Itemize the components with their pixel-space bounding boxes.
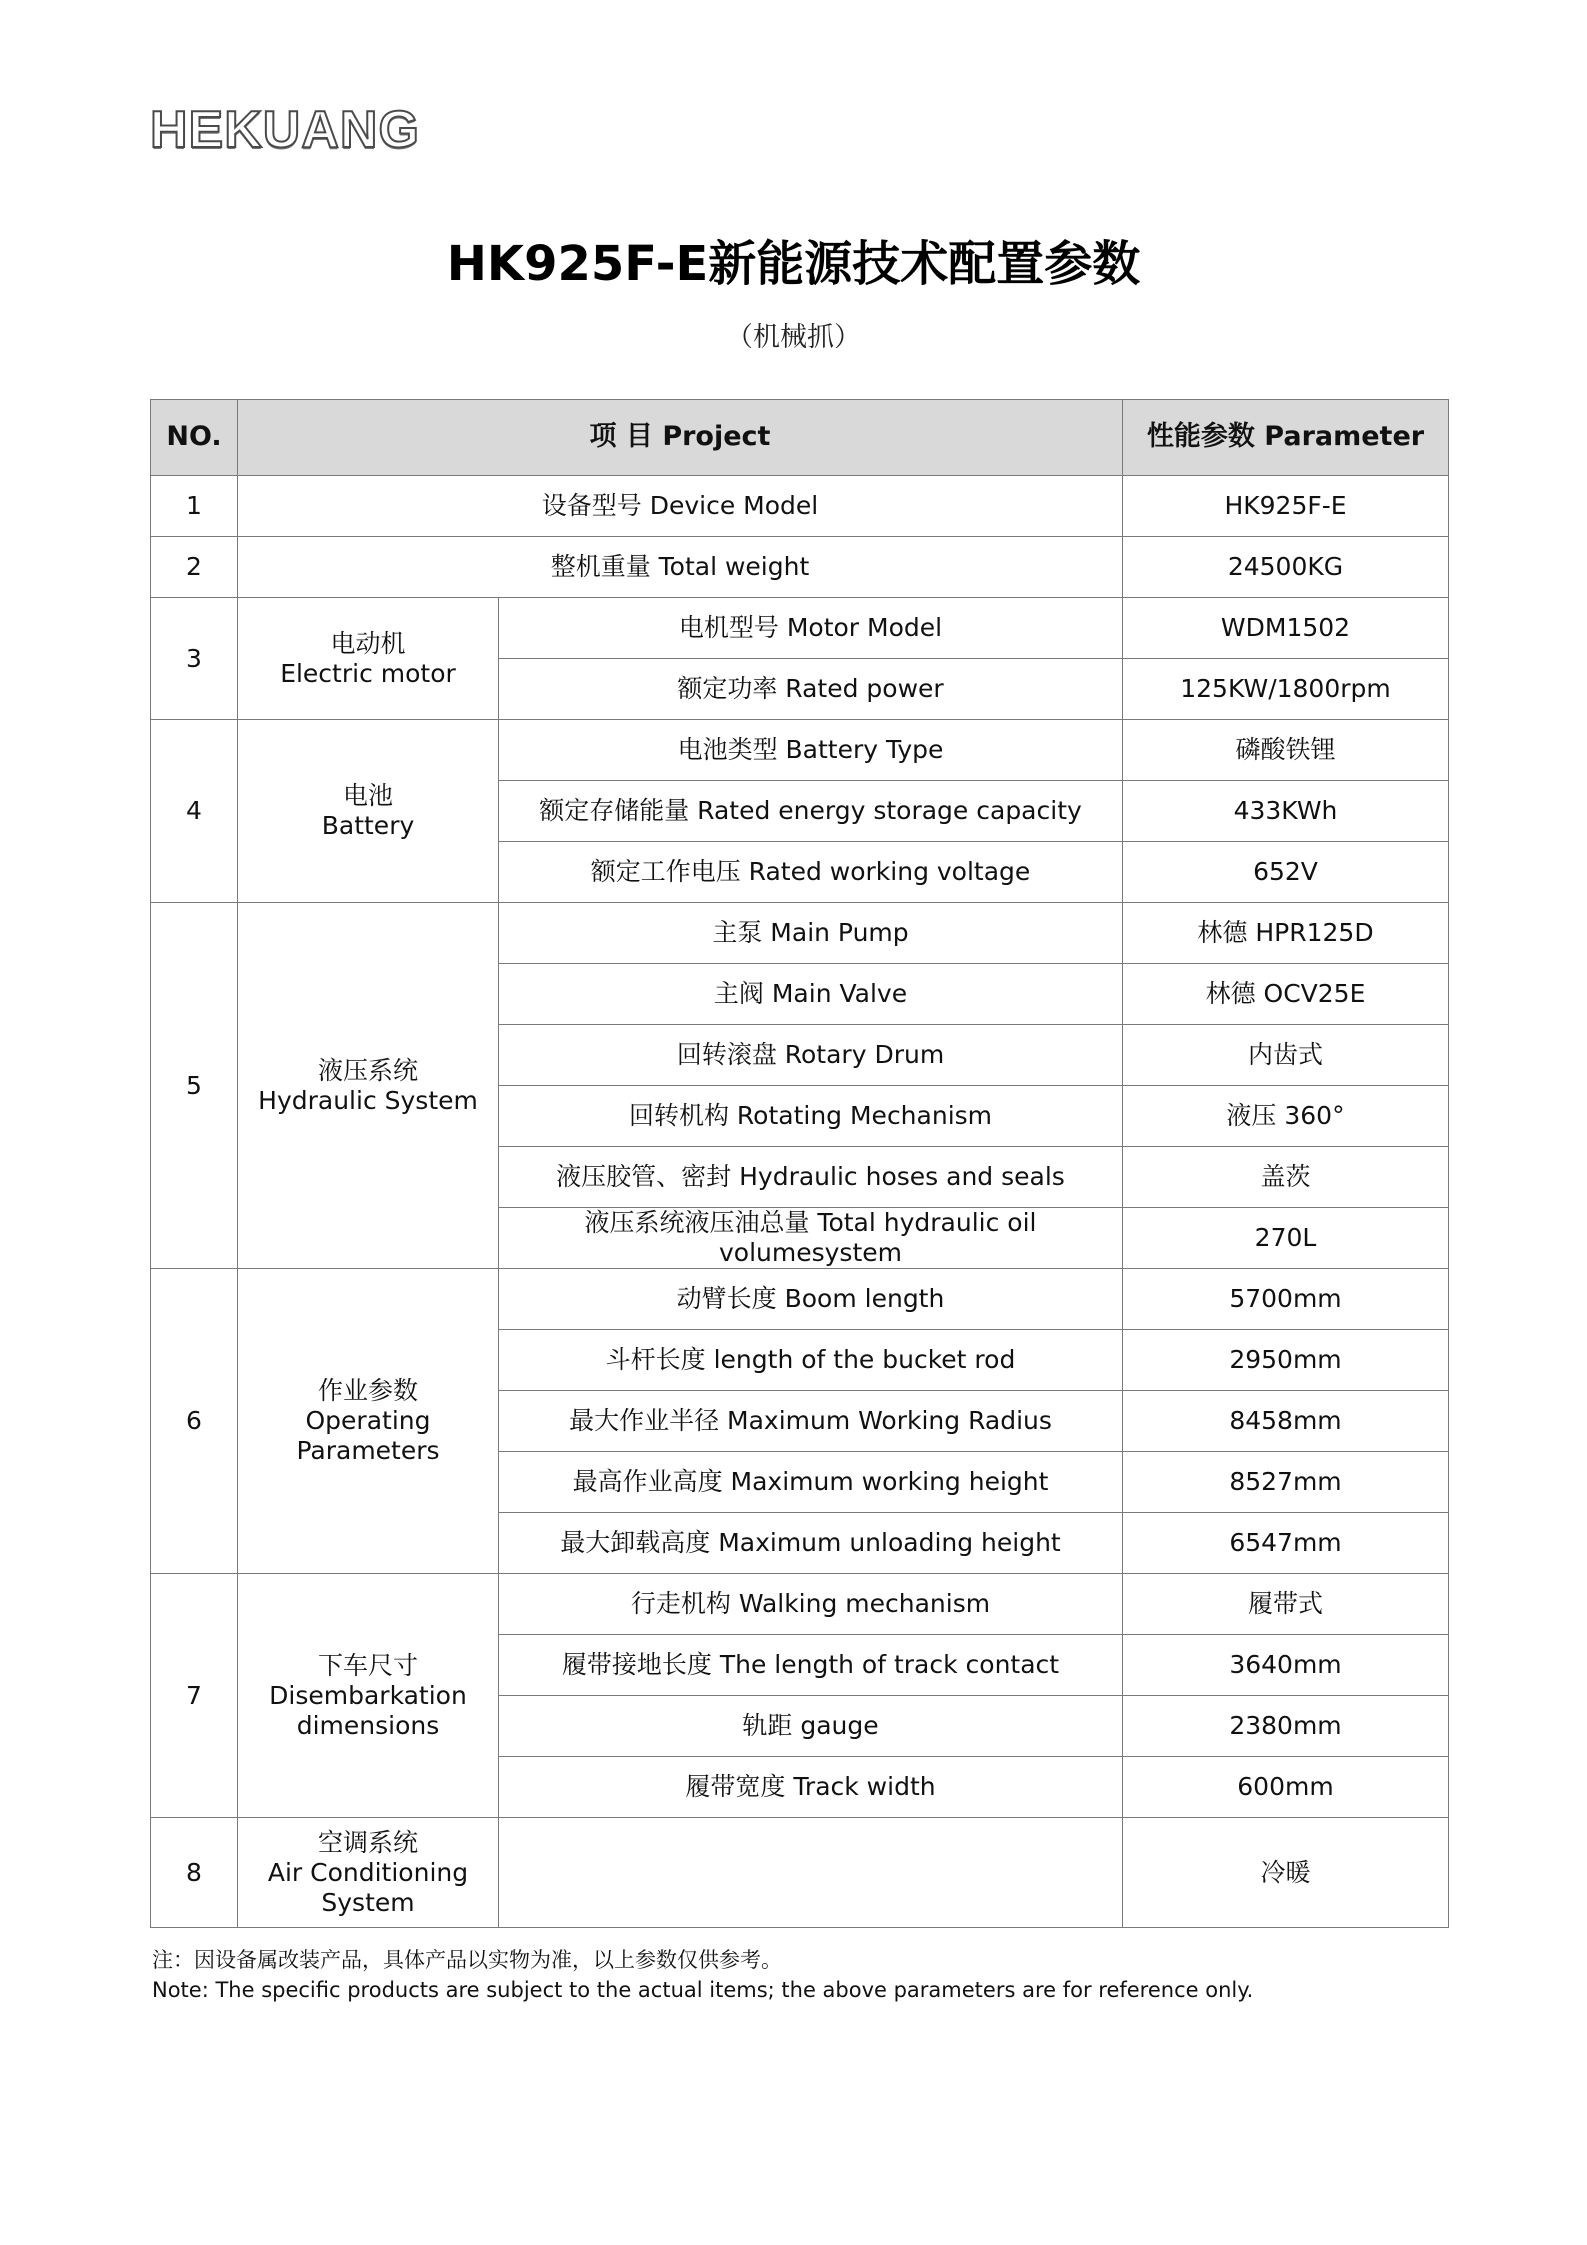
- item-name: 回转机构 Rotating Mechanism: [499, 1086, 1123, 1147]
- item-value: 内齿式: [1123, 1025, 1449, 1086]
- group-no: 6: [151, 1269, 238, 1574]
- item-name: 主泵 Main Pump: [499, 903, 1123, 964]
- category-cn: 下车尺寸: [317, 1650, 418, 1680]
- footnote-en: Note: The specific products are subject to the actual items; the above parameters are for reference only.: [152, 1978, 1254, 2003]
- item-name: 履带接地长度 The length of track contact: [499, 1635, 1123, 1696]
- item-value: 液压 360°: [1123, 1086, 1449, 1147]
- item-value: 林德 OCV25E: [1123, 964, 1449, 1025]
- table-header-row: [151, 400, 1449, 476]
- group-category: [238, 720, 499, 903]
- group-no: 4: [151, 720, 238, 903]
- item-name: 轨距 gauge: [499, 1696, 1123, 1757]
- item-name: 额定工作电压 Rated working voltage: [499, 842, 1123, 903]
- row-no: 1: [151, 476, 238, 537]
- group-category: [238, 1574, 499, 1818]
- table-row: [151, 598, 1449, 659]
- category-cn: 液压系统: [317, 1055, 418, 1085]
- row-value: HK925F-E: [1123, 476, 1449, 537]
- category-cn: 电动机: [330, 628, 406, 658]
- group-no: 8: [151, 1818, 238, 1928]
- item-value: 3640mm: [1123, 1635, 1449, 1696]
- header-project: 项 目 Project: [238, 400, 1123, 476]
- item-value: 2950mm: [1123, 1330, 1449, 1391]
- table-row: [151, 1269, 1449, 1330]
- item-value: 冷暖: [1123, 1818, 1449, 1928]
- category-en: Battery: [321, 811, 415, 840]
- header-no: NO.: [151, 400, 238, 476]
- item-value: 125KW/1800rpm: [1123, 659, 1449, 720]
- item-name: 额定功率 Rated power: [499, 659, 1123, 720]
- table-row: [151, 1574, 1449, 1635]
- footnote: [152, 1945, 1253, 2006]
- item-name: 电池类型 Battery Type: [499, 720, 1123, 781]
- item-name: 最大作业半径 Maximum Working Radius: [499, 1391, 1123, 1452]
- header-parameter: 性能参数 Parameter: [1123, 400, 1449, 476]
- category-en: Air Conditioning: [267, 1857, 469, 1887]
- item-value: WDM1502: [1123, 598, 1449, 659]
- category-en: dimensions: [296, 1710, 440, 1740]
- item-value: 林德 HPR125D: [1123, 903, 1449, 964]
- table-row: [151, 903, 1449, 964]
- category-en: Electric motor: [280, 658, 456, 688]
- page-title: HK925F-E新能源技术配置参数: [446, 236, 1141, 292]
- category-en: Operating: [305, 1406, 431, 1435]
- item-value: 履带式: [1123, 1574, 1449, 1635]
- item-name: 动臂长度 Boom length: [499, 1269, 1123, 1330]
- category-cn: 作业参数: [317, 1376, 418, 1405]
- item-value: 652V: [1123, 842, 1449, 903]
- item-value: 433KWh: [1123, 781, 1449, 842]
- group-category: [238, 1818, 499, 1928]
- group-category: [238, 1269, 499, 1574]
- item-name: 最高作业高度 Maximum working height: [499, 1452, 1123, 1513]
- page-subtitle: （机械抓）: [726, 322, 861, 353]
- item-value: 磷酸铁锂: [1123, 720, 1449, 781]
- group-no: 3: [151, 598, 238, 720]
- item-value: 6547mm: [1123, 1513, 1449, 1574]
- category-cn: 电池: [342, 781, 393, 810]
- item-value: 600mm: [1123, 1757, 1449, 1818]
- item-value: 盖茨: [1123, 1147, 1449, 1208]
- row-project: 设备型号 Device Model: [238, 476, 1123, 537]
- brand-logo: HEKUANG: [150, 101, 420, 159]
- table-row: [151, 476, 1449, 537]
- item-name: 回转滚盘 Rotary Drum: [499, 1025, 1123, 1086]
- item-name: 斗杆长度 length of the bucket rod: [499, 1330, 1123, 1391]
- item-name: 液压系统液压油总量 Total hydraulic oil volumesystem: [499, 1208, 1123, 1269]
- group-no: 5: [151, 903, 238, 1269]
- item-value: 8458mm: [1123, 1391, 1449, 1452]
- item-name: 履带宽度 Track width: [499, 1757, 1123, 1818]
- item-value: 2380mm: [1123, 1696, 1449, 1757]
- item-value: 8527mm: [1123, 1452, 1449, 1513]
- footnote-cn: 注：因设备属改装产品，具体产品以实物为准，以上参数仅供参考。: [152, 1948, 782, 1972]
- item-value: 270L: [1123, 1208, 1449, 1269]
- group-category: [238, 598, 499, 720]
- category-en: Disembarkation: [269, 1680, 467, 1710]
- item-name-empty: [499, 1818, 1123, 1928]
- table-row: [151, 720, 1449, 781]
- category-cn: 空调系统: [317, 1827, 418, 1857]
- category-en: Parameters: [296, 1436, 440, 1465]
- item-name: 电机型号 Motor Model: [499, 598, 1123, 659]
- row-project: 整机重量 Total weight: [238, 537, 1123, 598]
- table-row: [151, 1818, 1449, 1928]
- group-no: 7: [151, 1574, 238, 1818]
- item-name: 主阀 Main Valve: [499, 964, 1123, 1025]
- row-value: 24500KG: [1123, 537, 1449, 598]
- table-row: [151, 537, 1449, 598]
- item-name: 额定存储能量 Rated energy storage capacity: [499, 781, 1123, 842]
- row-no: 2: [151, 537, 238, 598]
- item-name: 液压胶管、密封 Hydraulic hoses and seals: [499, 1147, 1123, 1208]
- item-name: 最大卸载高度 Maximum unloading height: [499, 1513, 1123, 1574]
- group-category: [238, 903, 499, 1269]
- item-value: 5700mm: [1123, 1269, 1449, 1330]
- category-en: System: [321, 1887, 415, 1917]
- category-en: Hydraulic System: [258, 1085, 478, 1115]
- item-name: 行走机构 Walking mechanism: [499, 1574, 1123, 1635]
- spec-table: [150, 399, 1449, 1928]
